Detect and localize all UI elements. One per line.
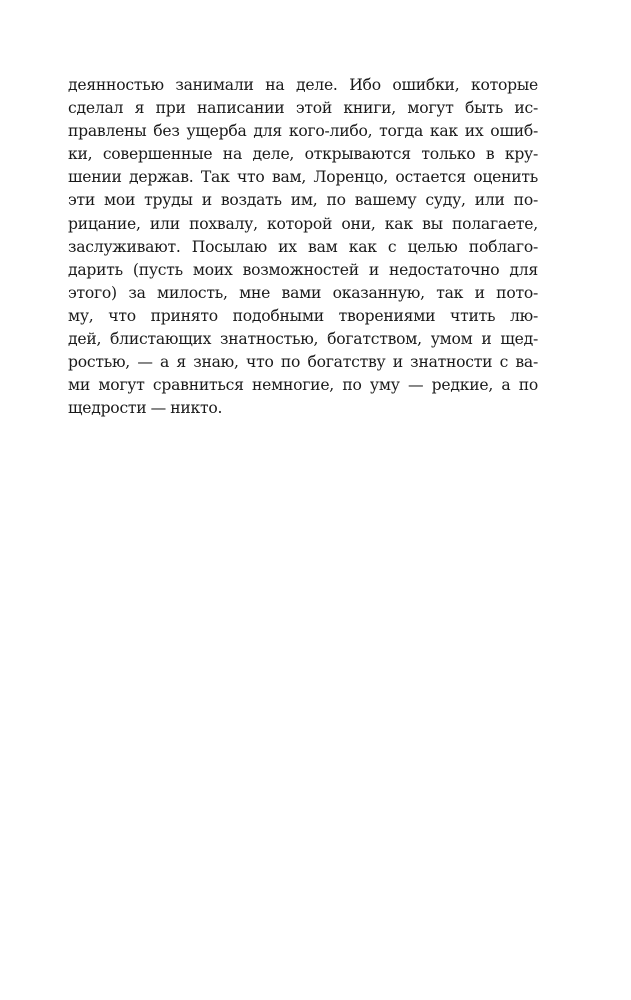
text-line: рицание, или похвалу, которой они, как вы полагаете, — [68, 214, 538, 233]
text-line: деянностью занимали на деле. Ибо ошибки, которые — [68, 76, 538, 94]
text-line: щедрости — никто. — [68, 399, 223, 418]
text-line: ростью, — а я знаю, что по богатству и знатности с ва- — [68, 353, 538, 372]
text-line: сделал я при написании этой книги, могут быть ис- — [68, 99, 538, 118]
text-line: шении держав. Так что вам, Лоренцо, остается оценить — [68, 168, 538, 187]
text-line: этого) за милость, мне вами оказанную, так и пото- — [68, 283, 538, 302]
text-line: дей, блистающих знатностью, богатством, умом и щед- — [68, 330, 538, 349]
text-line: му, что принято подобными творениями чтить лю- — [68, 306, 538, 325]
text-line: дарить (пусть моих возможностей и недостаточно для — [68, 260, 538, 279]
text-line: ки, совершенные на деле, открываются только в кру- — [68, 145, 538, 164]
text-line: правлены без ущерба для кого-либо, тогда как их ошиб- — [68, 122, 538, 141]
body-text — [68, 74, 538, 420]
text-line: заслуживают. Посылаю их вам как с целью поблаго- — [68, 237, 538, 256]
text-line: ми могут сравниться немногие, по уму — редкие, а по — [68, 376, 538, 395]
text-line: эти мои труды и воздать им, по вашему суду, или по- — [68, 191, 538, 210]
